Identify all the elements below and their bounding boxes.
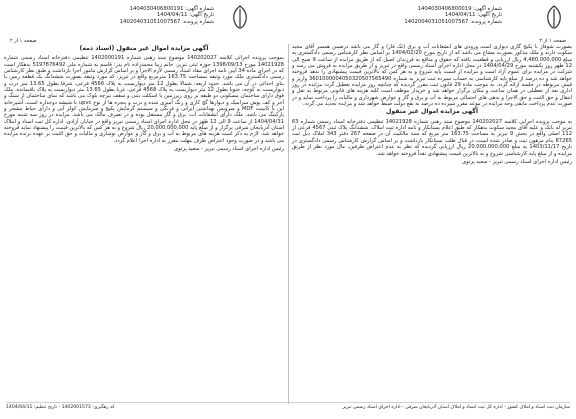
column-divider	[288, 44, 289, 404]
iran-emblem-icon	[228, 4, 252, 30]
page-footer	[6, 402, 570, 415]
notice-body: بموجب پرونده اجرائی کلاسه 140202027 موضوع سند رهنی شماره 1402000191 تنظیمی دفترخانه اسناد رسمی شماره 14021928 مورخ 1398/09/13 حوزه ثبتی تبریز، خانم زیبا محمدزاده نام پدر: قاسم به شماره ملی 5197876492 بدهکار است که در اجرای ماده 34 آیین نامه اجرای مفاد اسناد رسمی لازم الاجرا و بر اساس گزارش مامور اجرا بازداشت و طبق نظر کارشناس رسمی دادگستری ملک مورد وثیقه بمساحت 163.75 مترمربع واقع در تبریز، که مورد وثیقه بصورت ششدانگ یک قطعه زمین با بنای احداثی در آن می باشد. حدود اربعه: شمالا بطول 12 متر دیواریست به پلاک 4566 فرعی، شرقا بطول 13.65 متر درب و دیواریست به کوچه، جنوبا بطول 12 متر دیواریست به پلاک 4568 فرعی، غربا بطول 13.65 متر دیواریست به پلاک باقیمانده. ملک فوق دارای ساختمان مسکونی دو طبقه بر روی زیرزمین با اسکلت بتنی و سقف تیرچه بلوک می باشد که نمای ساختمان از سنگ و آجر و کف پوش سرامیک و دیوارها گچ کاری و رنگ آمیزی شده و درب و پنجره ها از نوع upvc با شیشه دوجداره است، آشپزخانه اپن با کابینت MDF و سرویس بهداشتی ایرانی و فرنگی و سیستم گرمایش پکیج و سرمایش کولر آبی و دارای حیاط مشجر و پارکینگ می باشد. ملک دارای انشعابات آب، برق و گاز مستقل بوده و در تصرف مالک می باشد. مزایده در روز سه شنبه مورخ 1404/04/31 از ساعت 9 الی 12 ظهر در محل اداره اجرای اسناد رسمی تبریز واقع در خیابان آزادی، اداره کل ثبت اسناد و املاک استان آذربایجان شرقی برگزار و از مبلغ پایه 20,000,000,000 ریال شروع و به هر کس که بالاترین قیمت را پیشنهاد نماید فروخته خواهد شد. لازم به ذکر است هزینه های مربوط به آب و برق و گاز و عوارض نوسازی و مالیات و حق الثبت بر عهده برنده مزایده می باشد و در صورت وجود اعتراض ظرف مهلت مقرر به اداره اجرا اعلام گردد.	[4, 55, 285, 144]
notice-signature: رئیس اداره اجرای اسناد رسمی تبریز - سعید پرتوی	[174, 146, 284, 153]
notice-column-right	[292, 44, 572, 165]
notice-title: آگهی مزایده اموال غیر منقول	[385, 108, 478, 116]
ad-number: شماره آگهی: 1404030406800191	[129, 6, 214, 12]
notice-column-left	[4, 44, 284, 153]
ad-date: تاریخ آگهی: 1404/04/11	[156, 12, 214, 19]
notice-body: بصورت شوفاژ با پکیج گازی دیواری است ورودی های انشعابات آب و برق (تک فاز) و گاز می باشد درضمن همسر آقای مجید سکوت دارند و ملک مذکور بصورت مشاع می باشد که از تاریخ مورخ 1404/02/20 بر اساس نظر کارشناس رسمی دادگستری به مبلغ 4,480,000,000 ریال ارزیابی و قطعیت یافته که حقوق و منافع به فرزندان اصیل که از طریق مزایده از ساعت 9 صبح الی 12 ظهر روز یکشنبه مورخ 1404/04/29 در محل اداره اجرای اسناد رسمی واقع در تبریز و از طریق مزایده به فروش می رسد و شرکت در مزایده برای عموم آزاد است و مزایده از قیمت پایه شروع و به هر کس که بالاترین قیمت پیشنهادی را بدهد فروخته خواهد شد و ده درصد از مبلغ پایه کارشناسی به حساب سپرده ثبت تبریز به شماره 3601000004050320507565490 واریز و فیش مربوطه در جلسه ارائه گردد. به موجب ماده 29 قانون ثبت مقرر گردیده که چنانچه روز مزایده تعطیل گردد مزایده در روز اداری بعد از تعطیلی در همان ساعت و مکان برگزار خواهد شد و خریدار موظف است کلیه هزینه های قانونی مربوط به نقل و انتقال و حق الثبت و حق الاجرا و بدهی های احتمالی مربوط به آب و برق و گاز و عوارض شهرداری و مالیات را پرداخت نماید و در صورت عدم پرداخت مابقی وجه مزایده در موعد مقرر سپرده ده درصد به نفع دولت ضبط خواهد شد و مزایده تجدید می گردد.	[292, 44, 572, 108]
page-header	[0, 0, 576, 44]
case-number: شماره پرونده: 140204031051007567	[119, 18, 214, 25]
page-number: صفحه ۱ از ۲	[10, 38, 37, 44]
ad-number: شماره آگهی: 1404030406800019	[417, 6, 502, 12]
notice-body: به موجب پرونده اجرایی کلاسه 140202027 موضوع سند رهنی شماره 14021928 تنظیمی دفترخانه اسناد رسمی شماره 63 تبریز له بانک و علیه آقای مجید سکوت بدهکار که طبق اعلام بستانکار و نامه اداره ثبت املاک، ششدانگ پلاک ثبتی 4567 فرعی از 112 اصلی واقع در بخش 9 تبریز به مساحت 163.75 متر مربع که سند مالکیت آن در صفحه 267 دفتر 343 املاک ذیل ثبت 87265 بنام مرهون ثبت و صادر شده است، در قبال طلب بستانکار بازداشت و بر اساس گزارش کارشناس رسمی دادگستری در تاریخ 1403/11/17 به مبلغ 20,000,000,000 ریال ارزیابی گردیده که نظر به عدم اعتراض طرفین، مال مورد نظر از طریق مزایده و از مبلغ پایه کارشناسی شروع و به بالاترین قیمت پیشنهادی نقداً فروخته خواهد شد.	[292, 118, 573, 157]
notice-signature: رئیس اداره اجرای اسناد رسمی تبریز - سعید پرتوی	[462, 158, 572, 165]
header-info-left	[120, 6, 214, 25]
page-number: صفحه ۱ از ۲	[539, 38, 566, 44]
footer-tracking-code: کد رهگیری: 1402001573 - تاریخ تنظیم: 1404/04/11	[6, 405, 115, 410]
ad-date: تاریخ آگهی: 1404/04/11	[444, 12, 502, 19]
header-info-right	[404, 6, 502, 25]
notice-title: آگهی مزایده اموال غیر منقول (اسناد ذمه)	[79, 45, 209, 52]
iran-emblem-icon	[542, 4, 566, 30]
footer-organization: سازمان ثبت اسناد و املاک کشور - اداره کل ثبت اسناد و املاک استان آذربایجان شرقی - اداره اجرای اسناد رسمی تبریز	[342, 405, 570, 410]
case-number: شماره پرونده: 1402004031051007567	[404, 18, 502, 25]
